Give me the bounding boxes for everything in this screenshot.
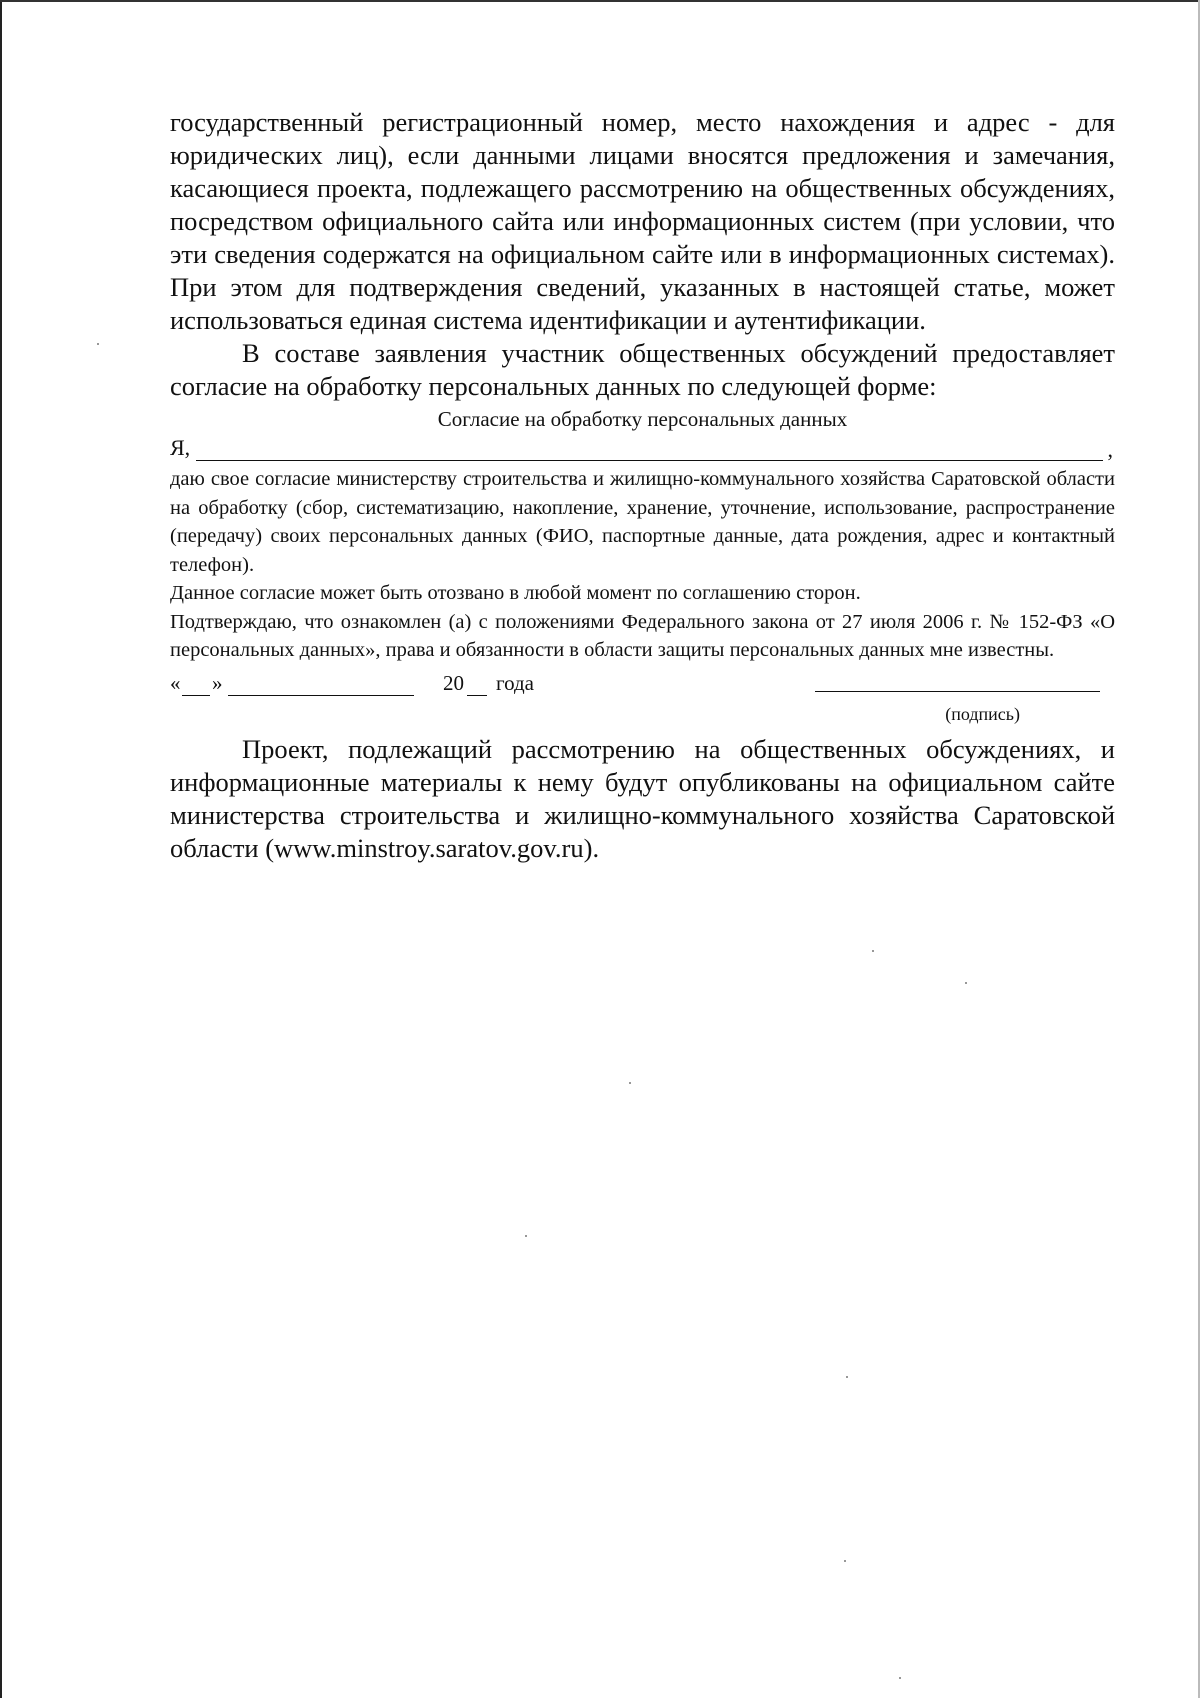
- scan-edge-left: [0, 0, 2, 1698]
- paragraph-consent-intro: В составе заявления участник общественных обсуждений предоставляет согласие на обработку персональных данных по следующей форме:: [170, 338, 1115, 401]
- date-signature-row: [170, 671, 1115, 703]
- name-field-line[interactable]: [170, 435, 1115, 465]
- scan-speck: [844, 1560, 846, 1562]
- signature-caption: (подпись): [945, 703, 1020, 724]
- consent-form: [170, 405, 1115, 729]
- date-month-blank[interactable]: [228, 695, 414, 696]
- consent-body-2: Данное согласие может быть отозвано в любой момент по соглашению сторон.: [170, 582, 861, 604]
- scan-speck: [629, 1082, 631, 1084]
- scan-edge-top: [0, 0, 1200, 2]
- document-page: [170, 106, 1115, 865]
- scan-speck: [525, 1235, 527, 1237]
- date-year-blank[interactable]: [467, 695, 487, 696]
- date-year-suffix: года: [496, 670, 534, 695]
- scan-speck: [965, 982, 967, 984]
- date-year-prefix: 20: [443, 670, 464, 695]
- consent-form-title: Согласие на обработку персональных данных: [437, 407, 848, 431]
- date-day-blank[interactable]: [182, 695, 210, 696]
- signature-blank[interactable]: [815, 691, 1100, 692]
- consent-body-1: даю свое согласие министерству строительства и жилищно-коммунального хозяйства Саратовской области на обработку (сбор, систематизацию, накопление, хранение, уточнение, использование, распространение (передачу) своих персональных данных (ФИО, паспортные данные, дата рождения, адрес и контактный телефон).: [170, 468, 1115, 576]
- scan-speck: [846, 1376, 848, 1378]
- scan-speck: [899, 1677, 901, 1679]
- name-field-label: Я,: [170, 435, 191, 460]
- scan-speck: [872, 950, 874, 952]
- paragraph-continuation: государственный регистрационный номер, место нахождения и адрес - для юридических лиц), если данными лицами вносятся предложения и замечания, касающиеся проекта, подлежащего рассмотрению на общественных обсуждениях, посредством официального сайта или информационных систем (при условии, что эти сведения содержатся на официальном сайте или в информационных системах). При этом для подтверждения сведений, указанных в настоящей статье, может использоваться единая система идентификации и аутентификации.: [170, 107, 1115, 335]
- date-quote-close: »: [212, 670, 223, 695]
- name-field-blank[interactable]: [196, 460, 1103, 461]
- consent-body-3: Подтверждаю, что ознакомлен (а) с положениями Федерального закона от 27 июля 2006 г. № 152-ФЗ «О персональных данных», права и обязанности в области защиты персональных данных мне известны.: [170, 610, 1115, 661]
- paragraph-publication: Проект, подлежащий рассмотрению на общественных обсуждениях, и информационные материалы к нему будут опубликованы на официальном сайте министерства строительства и жилищно-коммунального хозяйства Саратовской области (www.minstroy.saratov.gov.ru).: [170, 733, 1115, 863]
- scan-speck: [97, 343, 99, 345]
- name-field-comma: ,: [1107, 437, 1113, 462]
- date-quote-open: «: [170, 670, 181, 695]
